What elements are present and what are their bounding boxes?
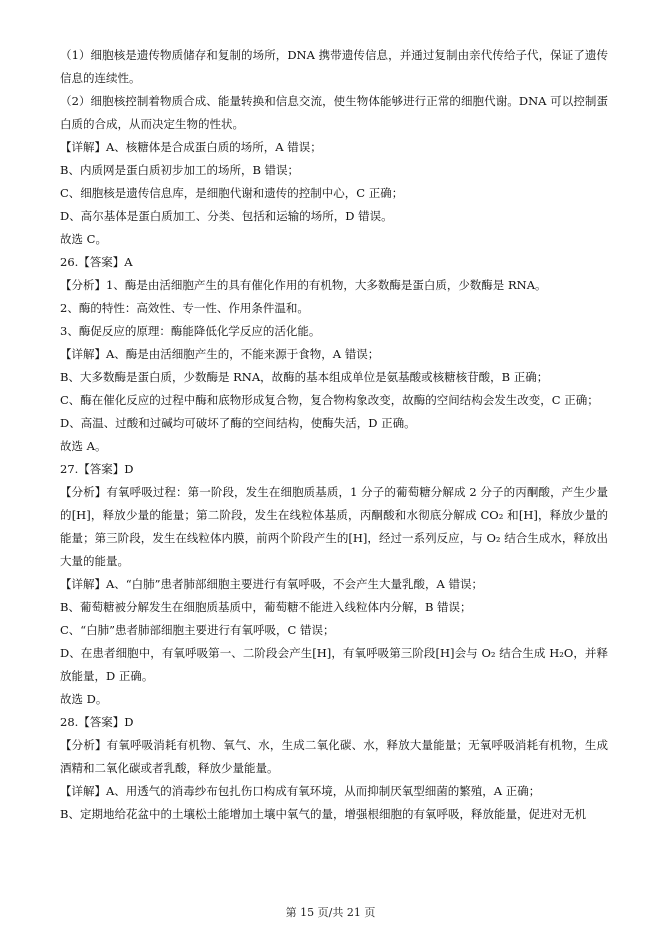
text-line: 故选 D。 [60,692,108,706]
text-line: 【详解】A、用透气的消毒纱布包扎伤口构成有氧环境，从而抑制厌氧型细菌的繁殖，A 正确； [60,784,541,798]
text-line: 【详解】A、酶是由活细胞产生的，不能来源于食物，A 错误； [60,347,380,361]
text-line: 【分析】有氧呼吸消耗有机物、氧气、水，生成二氧化碳、水，释放大量能量；无氧呼吸消耗有机物，生成酒精和二氧化碳或者乳酸，释放少量能量。 [60,738,608,775]
question-answer-heading: 27.【答案】D [60,462,134,476]
text-line: D、在患者细胞中，有氧呼吸第一、二阶段会产生[H]，有氧呼吸第三阶段[H]会与 O₂ 结合生成 H₂O，并释放能量，D 正确。 [60,646,608,683]
text-line: （1）细胞核是遗传物质储存和复制的场所，DNA 携带遗传信息，并通过复制由亲代传给子代，保证了遗传信息的连续性。 [60,48,608,85]
text-line: 【分析】1、酶是由活细胞产生的具有催化作用的有机物，大多数酶是蛋白质，少数酶是 RNA。 [60,278,547,292]
text-line: B、葡萄糖被分解发生在细胞质基质中，葡萄糖不能进入线粒体内分解，B 错误； [60,600,472,614]
question-answer-heading: 26.【答案】A [60,255,133,269]
text-line: （2）细胞核控制着物质合成、能量转换和信息交流，使生物体能够进行正常的细胞代谢。DNA 可以控制蛋白质的合成，从而决定生物的性状。 [60,94,608,131]
text-line: B、定期地给花盆中的土壤松土能增加土壤中氧气的量，增强根细胞的有氧呼吸，释放能量，促进对无机 [60,807,586,821]
text-line: 【详解】A、核糖体是合成蛋白质的场所，A 错误； [60,140,322,154]
text-line: 故选 C。 [60,232,107,246]
text-line: C、“白肺”患者肺部细胞主要进行有氧呼吸，C 错误； [60,623,335,637]
text-line: 3、酶促反应的原理：酶能降低化学反应的活化能。 [60,324,321,338]
text-line: C、细胞核是遗传信息库，是细胞代谢和遗传的控制中心，C 正确； [60,186,404,200]
text-line: B、内质网是蛋白质初步加工的场所，B 错误； [60,163,300,177]
text-line: 【详解】A、“白肺”患者肺部细胞主要进行有氧呼吸，不会产生大量乳酸，A 错误； [60,577,484,591]
question-answer-heading: 28.【答案】D [60,715,134,729]
text-line: 【分析】有氧呼吸过程：第一阶段，发生在细胞质基质，1 分子的葡萄糖分解成 2 分子的丙酮酸，产生少量的[H]，释放少量的能量；第二阶段，发生在线粒体基质，丙酮酸和水彻底分解成 CO₂ 和[H]，释放少量的能量；第三阶段，发生在线粒体内膜，前两个阶段产生的[H]，经过一系列反应，与 O₂ 结合生成水，释放出大量的能量。 [60,485,608,568]
text-line: C、酶在催化反应的过程中酶和底物形成复合物，复合物构象改变，故酶的空间结构会发生改变，C 正确； [60,393,599,407]
text-line: 2、酶的特性：高效性、专一性、作用条件温和。 [60,301,309,315]
text-line: D、高温、过酸和过碱均可破坏了酶的空间结构，使酶失活，D 正确。 [60,416,416,430]
text-line: D、高尔基体是蛋白质加工、分类、包括和运输的场所，D 错误。 [60,209,393,223]
page-number-footer: 第 15 页/共 21 页 [285,906,376,919]
text-line: 故选 A。 [60,439,107,453]
text-line: B、大多数酶是蛋白质，少数酶是 RNA，故酶的基本组成单位是氨基酸或核糖核苷酸，B 正确； [60,370,549,384]
page-content [60,44,608,826]
